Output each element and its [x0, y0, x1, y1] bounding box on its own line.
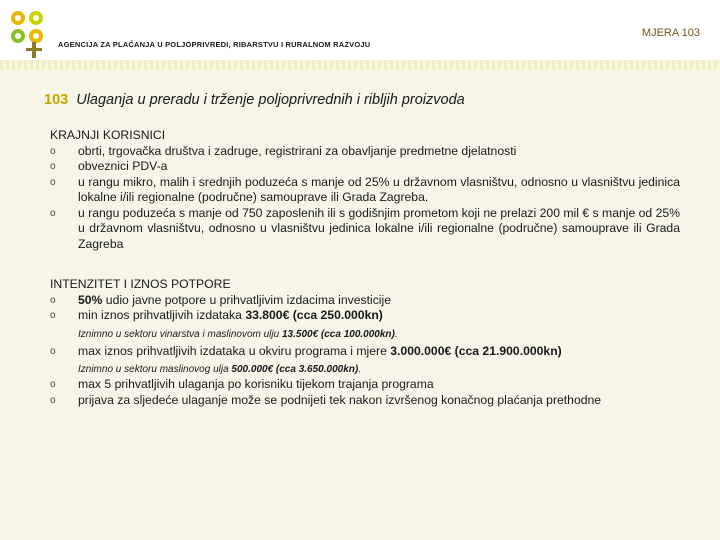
note-end: .: [394, 328, 398, 340]
note-amount: 500.000€ (cca 3.650.000kn): [231, 364, 359, 375]
note-amount: 13.500€ (cca 100.000kn): [281, 328, 395, 340]
list-item-text: prijava za sljedeće ulaganje može se podnijeti tek nakon izvršenog konačnog plaćanja prethodne: [78, 392, 602, 407]
note-text: Iznimno u sektoru maslinovog ulja: [78, 364, 232, 375]
list-item: [50, 206, 680, 253]
intensity-value: 50%: [78, 292, 103, 307]
list-item-text: max 5 prihvatljivih ulaganja po korisniku tijekom trajanja programa: [78, 377, 434, 391]
header-divider: [0, 60, 720, 70]
korisnici-section: [50, 128, 680, 252]
list-item: [50, 308, 680, 324]
list-item: [50, 344, 680, 360]
bullet-icon: o: [50, 310, 56, 321]
bullet-icon: o: [50, 207, 56, 219]
list-item: [50, 144, 680, 160]
bullet-icon: o: [50, 345, 56, 357]
bullet-icon: o: [50, 145, 56, 157]
title-number: 103: [44, 92, 69, 108]
header: [0, 0, 720, 60]
agency-logo-icon: [6, 8, 56, 60]
list-item-text: min iznos prihvatljivih izdataka: [78, 308, 246, 322]
title-text: Ulaganja u preradu i trženje poljoprivrednih i ribljih proizvoda: [76, 92, 465, 108]
korisnici-heading: KRAJNJI KORISNICI: [50, 128, 166, 142]
note-end: .: [358, 364, 361, 375]
agency-name: AGENCIJA ZA PLAĆANJA U POLJOPRIVREDI, RIBARSTVU I RURALNOM RAZVOJU: [58, 40, 371, 49]
note-text: Iznimno u sektoru vinarstva i maslinovom ulju: [78, 328, 282, 340]
bullet-icon: o: [50, 394, 56, 406]
bullet-icon: o: [50, 379, 56, 390]
list-item: [50, 393, 680, 409]
bullet-icon: o: [50, 161, 56, 172]
exception-note: [50, 328, 680, 342]
exception-note: [50, 363, 680, 377]
list-item-text: obveznici PDV-a: [78, 159, 168, 173]
bullet-icon: o: [50, 176, 56, 188]
list-item-text: u rangu poduzeća s manje od 750 zaposlenih ili s godišnjim prometom koji ne prelazi 200 mil € s manje od 25% u državnom vlasništvu, odnosno u vlasništvu jedinica lokalne i/ili regionalne (područne) samouprave ili Grada Zagreba: [78, 205, 680, 251]
list-item-text: max iznos prihvatljivih izdataka u okviru programa i mjere: [78, 343, 391, 358]
list-item-text: udio javne potpore u prihvatljivim izdacima investicije: [102, 292, 391, 307]
intenzitet-heading: INTENZITET I IZNOS POTPORE: [50, 277, 231, 291]
bullet-icon: o: [50, 294, 56, 306]
list-item: [50, 175, 680, 206]
list-item-text: obrti, trgovačka društva i zadruge, registrirani za obavljanje predmetne djelatnosti: [78, 143, 517, 158]
list-item: [50, 159, 680, 175]
max-amount: 3.000.000€ (cca 21.900.000kn): [390, 343, 562, 358]
list-item: [50, 293, 680, 309]
min-amount: 33.800€ (cca 250.000kn): [245, 308, 383, 322]
page-title: [44, 92, 465, 108]
list-item-text: u rangu mikro, malih i srednjih poduzeća s manje od 25% u državnom vlasništvu, odnosno u vlasništvu jedinica lokalne i/ili regionalne (područne) samouprave ili Grada Zagreba.: [78, 174, 680, 204]
measure-label: MJERA 103: [641, 27, 700, 39]
list-item: [50, 377, 680, 393]
intenzitet-section: [50, 277, 680, 408]
